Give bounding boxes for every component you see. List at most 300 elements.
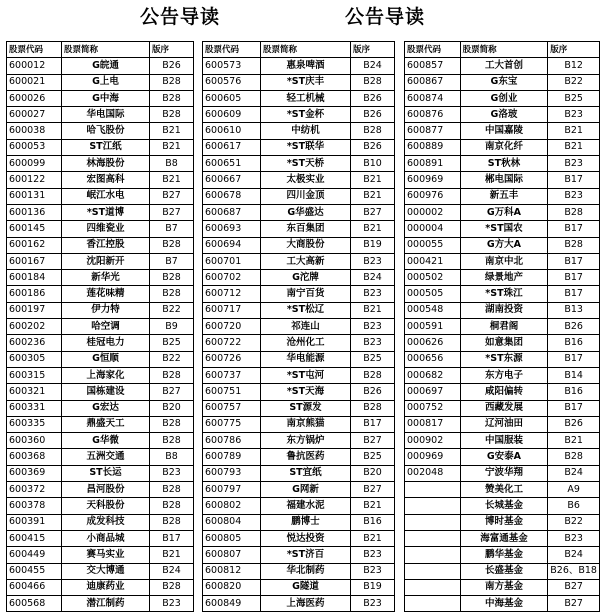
page-seq-cell: B16 [548,335,600,351]
table-row [405,172,600,188]
stock-name-cell: G华微 [62,433,150,449]
stock-code-cell: 600236 [7,335,62,351]
stock-code-cell: 600820 [203,579,261,595]
table-row [7,270,194,286]
table-row [7,579,194,595]
stock-name-cell: 咸阳偏转 [460,384,548,400]
stock-name-cell: *ST松辽 [261,302,351,318]
stock-name-cell: 莲花味精 [62,286,150,302]
stock-name-cell: 福建水泥 [261,498,351,514]
stock-code-cell: 600805 [203,530,261,546]
page-seq-cell: B28 [150,270,194,286]
table-row [405,351,600,367]
stock-code-cell: 600802 [203,498,261,514]
stock-name-cell: 成发科技 [62,514,150,530]
table-row [203,384,395,400]
page-seq-cell: B8 [150,449,194,465]
table-row [7,237,194,253]
stock-name-cell: G华盛达 [261,204,351,220]
stock-code-cell: 000752 [405,400,461,416]
stock-name-cell: *ST道博 [62,204,150,220]
stock-code-cell [405,482,461,498]
stock-name-cell: G上电 [62,74,150,90]
page-seq-cell: B26、B18 [548,563,600,579]
table-row [405,270,600,286]
stock-name-cell: 中纺机 [261,123,351,139]
stock-name-cell: 宏图高科 [62,172,150,188]
page-seq-cell: B13 [548,302,600,318]
table-row [405,547,600,563]
stock-name-cell: *ST屯河 [261,367,351,383]
table-row [203,563,395,579]
table-row [7,188,194,204]
stock-name-cell: G创业 [460,90,548,106]
stock-code-cell: 000626 [405,335,461,351]
table-row [203,351,395,367]
table-row [203,74,395,90]
page-seq-cell: B28 [150,579,194,595]
table-row [405,367,600,383]
stock-name-cell: G方大A [460,237,548,253]
stock-code-cell: 600568 [7,596,62,612]
page-seq-cell: B23 [351,286,395,302]
stock-code-cell: 600849 [203,596,261,612]
page-seq-cell: B19 [351,237,395,253]
stock-code-cell: 600131 [7,188,62,204]
page-seq-cell: B17 [150,530,194,546]
table-row [203,139,395,155]
page-seq-cell: B28 [150,498,194,514]
stock-code-cell [405,498,461,514]
stock-code-cell: 600184 [7,270,62,286]
stock-name-cell: 绿景地产 [460,270,548,286]
page-seq-cell: B28 [150,286,194,302]
stock-code-cell: 600466 [7,579,62,595]
stock-code-cell: 600667 [203,172,261,188]
stock-code-cell: 600202 [7,319,62,335]
page-seq-cell: B17 [548,351,600,367]
page-seq-cell: B27 [351,433,395,449]
stock-name-cell: G隧道 [261,579,351,595]
stock-code-cell: 600712 [203,286,261,302]
table-row [7,367,194,383]
stock-name-cell: 中海基金 [460,596,548,612]
page-seq-cell: B25 [351,449,395,465]
stock-code-cell: 000004 [405,221,461,237]
table-row [7,433,194,449]
table-row [203,270,395,286]
page-seq-cell: B23 [150,596,194,612]
table-row [203,107,395,123]
page-seq-cell: B12 [548,58,600,74]
stock-code-cell: 600678 [203,188,261,204]
stock-name-cell: 南宁百货 [261,286,351,302]
stock-name-cell: 悦达投资 [261,530,351,546]
stock-name-cell: G洛玻 [460,107,548,123]
stock-name-cell: 海富通基金 [460,530,548,546]
table-row [405,498,600,514]
stock-code-cell: 600605 [203,90,261,106]
page-seq-cell: B10 [351,156,395,172]
table-row [7,547,194,563]
table-row [203,449,395,465]
page-seq-cell: B23 [351,563,395,579]
stock-code-cell: 600793 [203,465,261,481]
stock-name-cell: 鹏博士 [261,514,351,530]
stock-code-cell: 600372 [7,482,62,498]
table-row [203,319,395,335]
table-row [7,204,194,220]
page-seq-cell: B21 [548,433,600,449]
stock-code-cell: 600701 [203,253,261,269]
stock-code-cell: 000055 [405,237,461,253]
table-row [203,58,395,74]
table-row [7,302,194,318]
page-seq-cell: B26 [548,319,600,335]
stock-code-cell: 600867 [405,74,461,90]
table-row [7,58,194,74]
stock-name-cell: 哈飞股份 [62,123,150,139]
stock-name-cell: 五洲交通 [62,449,150,465]
stock-name-cell: 鼎盛天工 [62,416,150,432]
stock-code-cell: 600122 [7,172,62,188]
page-seq-cell: B23 [351,319,395,335]
stock-code-cell: 600136 [7,204,62,220]
header-stock-code: 股票代码 [203,42,261,58]
table-row [203,90,395,106]
page-seq-cell: B23 [351,596,395,612]
header-stock-name: 股票简称 [261,42,351,58]
stock-code-cell: 600874 [405,90,461,106]
page-seq-cell: B16 [548,384,600,400]
stock-name-cell: 华电国际 [62,107,150,123]
page-seq-cell: B28 [150,237,194,253]
page-seq-cell: B23 [150,465,194,481]
table-row [7,563,194,579]
stock-code-cell: 002048 [405,465,461,481]
page-seq-cell: B24 [150,563,194,579]
stock-code-cell: 600610 [203,123,261,139]
page-seq-cell: B28 [548,237,600,253]
stock-name-cell: 桐君阁 [460,319,548,335]
stock-name-cell: 郴电国际 [460,172,548,188]
header-stock-name: 股票简称 [62,42,150,58]
stock-name-cell: ST长运 [62,465,150,481]
stock-name-cell: 祁连山 [261,319,351,335]
stock-name-cell: ST秋林 [460,156,548,172]
table-row [7,449,194,465]
table-row [7,335,194,351]
stock-code-cell: 600335 [7,416,62,432]
table-row [405,482,600,498]
stock-code-cell: 600053 [7,139,62,155]
stock-name-cell: 鲁抗医药 [261,449,351,465]
page-seq-cell: B27 [150,384,194,400]
table-row [203,253,395,269]
stock-name-cell: 上海医药 [261,596,351,612]
stock-name-cell: 林海股份 [62,156,150,172]
table-row [7,74,194,90]
announcement-table-3 [404,41,600,612]
table-row [203,286,395,302]
page-seq-cell: B21 [548,139,600,155]
header-page-seq: 版序 [351,42,395,58]
stock-code-cell: 600167 [7,253,62,269]
stock-code-cell: 000505 [405,286,461,302]
page-seq-cell: B17 [548,253,600,269]
stock-name-cell: 辽河油田 [460,416,548,432]
announcement-table-1 [6,41,194,612]
page-seq-cell: B28 [150,367,194,383]
stock-name-cell: G网新 [261,482,351,498]
table-row [405,416,600,432]
stock-name-cell: 小商品城 [62,530,150,546]
page-seq-cell: B8 [150,156,194,172]
stock-code-cell: 600804 [203,514,261,530]
stock-code-cell: 000656 [405,351,461,367]
table-row [7,221,194,237]
page-seq-cell: B24 [351,270,395,286]
stock-name-cell: 工大首创 [460,58,548,74]
stock-code-cell: 600576 [203,74,261,90]
stock-code-cell [405,596,461,612]
stock-code-cell [405,547,461,563]
stock-name-cell: G宏达 [62,400,150,416]
stock-code-cell: 600722 [203,335,261,351]
table-row [405,237,600,253]
stock-name-cell: 长盛基金 [460,563,548,579]
page-seq-cell: B7 [150,221,194,237]
stock-name-cell: *ST天桥 [261,156,351,172]
stock-code-cell: 600807 [203,547,261,563]
stock-name-cell: 岷江水电 [62,188,150,204]
stock-code-cell [405,514,461,530]
page-seq-cell: B26 [548,416,600,432]
stock-name-cell: 南方基金 [460,579,548,595]
page-seq-cell: B21 [150,123,194,139]
stock-code-cell: 600702 [203,270,261,286]
page-seq-cell: B22 [150,302,194,318]
page-seq-cell: B20 [351,465,395,481]
stock-name-cell: 长城基金 [460,498,548,514]
stock-name-cell: 东百集团 [261,221,351,237]
stock-code-cell: 600720 [203,319,261,335]
stock-name-cell: 南京熊猫 [261,416,351,432]
table-row [203,514,395,530]
table-row [405,596,600,612]
page-seq-cell: B9 [150,319,194,335]
announcement-table-2 [202,41,395,612]
page-seq-cell: B28 [150,514,194,530]
table-row [405,204,600,220]
stock-code-cell: 600315 [7,367,62,383]
page-title-left: 公告导读 [140,6,221,28]
stock-code-cell: 600876 [405,107,461,123]
stock-code-cell: 600812 [203,563,261,579]
page-seq-cell: B7 [150,253,194,269]
page-seq-cell: B21 [351,498,395,514]
page-seq-cell: B27 [548,596,600,612]
table-row [405,188,600,204]
stock-code-cell: 600775 [203,416,261,432]
table-row [405,400,600,416]
table-row [203,498,395,514]
header-stock-name: 股票简称 [460,42,548,58]
table-row [405,335,600,351]
page-seq-cell: B27 [150,188,194,204]
table-row [405,221,600,237]
table-row [203,156,395,172]
table-row [7,482,194,498]
stock-code-cell: 600027 [7,107,62,123]
table-row [405,74,600,90]
stock-name-cell: 华北制药 [261,563,351,579]
page-seq-cell: B25 [548,90,600,106]
stock-code-cell: 000502 [405,270,461,286]
page-seq-cell: B21 [150,139,194,155]
table-row [405,139,600,155]
stock-code-cell: 600609 [203,107,261,123]
stock-name-cell: *ST金杯 [261,107,351,123]
page-seq-cell: B26 [150,58,194,74]
page-seq-cell: B23 [351,547,395,563]
page-seq-cell: B20 [150,400,194,416]
table-row [7,465,194,481]
stock-code-cell: 600891 [405,156,461,172]
table-row [405,58,600,74]
stock-name-cell: 沧州化工 [261,335,351,351]
page-seq-cell: B28 [351,367,395,383]
stock-code-cell: 600789 [203,449,261,465]
stock-code-cell: 600360 [7,433,62,449]
page-seq-cell: B23 [548,107,600,123]
page-seq-cell: B23 [548,530,600,546]
stock-name-cell: *ST济百 [261,547,351,563]
page-seq-cell: B28 [548,449,600,465]
stock-code-cell: 600687 [203,204,261,220]
page-title-right: 公告导读 [345,6,426,28]
page-seq-cell: B28 [548,204,600,220]
stock-name-cell: G沱牌 [261,270,351,286]
header-page-seq: 版序 [548,42,600,58]
table-row [7,596,194,612]
page-seq-cell: B28 [351,400,395,416]
stock-code-cell: 600378 [7,498,62,514]
stock-name-cell: 新五丰 [460,188,548,204]
page-seq-cell: B16 [351,514,395,530]
table-row [203,172,395,188]
stock-code-cell: 600331 [7,400,62,416]
stock-code-cell: 600737 [203,367,261,383]
stock-name-cell: 南京中北 [460,253,548,269]
stock-name-cell: 如意集团 [460,335,548,351]
page-seq-cell: B26 [351,90,395,106]
table-row [7,384,194,400]
stock-name-cell: G皖通 [62,58,150,74]
stock-name-cell: *ST天海 [261,384,351,400]
table-row [203,416,395,432]
stock-name-cell: G安泰A [460,449,548,465]
stock-code-cell: 600162 [7,237,62,253]
stock-name-cell: 博时基金 [460,514,548,530]
page-seq-cell: B21 [150,172,194,188]
stock-name-cell: 上海家化 [62,367,150,383]
table-row [203,188,395,204]
page-seq-cell: B25 [150,335,194,351]
page-seq-cell: B14 [548,367,600,383]
stock-code-cell: 600186 [7,286,62,302]
page-seq-cell: B28 [150,74,194,90]
table-row [203,596,395,612]
stock-name-cell: *ST东源 [460,351,548,367]
table-row [7,400,194,416]
table-row [203,204,395,220]
stock-code-cell [405,530,461,546]
stock-code-cell: 600877 [405,123,461,139]
page-seq-cell: B22 [548,514,600,530]
stock-code-cell [405,579,461,595]
page-seq-cell: B21 [351,530,395,546]
stock-name-cell: G东宝 [460,74,548,90]
table-row [405,107,600,123]
stock-name-cell: *ST庆丰 [261,74,351,90]
table-row [405,579,600,595]
table-row [203,482,395,498]
page-seq-cell: B17 [351,416,395,432]
stock-name-cell: 太极实业 [261,172,351,188]
stock-name-cell: 惠泉啤酒 [261,58,351,74]
page-seq-cell: B17 [548,221,600,237]
page-seq-cell: B24 [548,547,600,563]
header-page-seq: 版序 [150,42,194,58]
page-seq-cell: B23 [351,253,395,269]
page-seq-cell: B28 [150,90,194,106]
table-row [7,286,194,302]
table-row [203,400,395,416]
page-seq-cell: B21 [351,188,395,204]
table-row [7,107,194,123]
stock-code-cell: 000591 [405,319,461,335]
stock-code-cell: 000902 [405,433,461,449]
table-row [203,433,395,449]
stock-name-cell: 赛马实业 [62,547,150,563]
stock-code-cell: 600145 [7,221,62,237]
page-seq-cell: B28 [150,433,194,449]
page-seq-cell: B23 [351,335,395,351]
table-row [405,319,600,335]
stock-name-cell: 东方锅炉 [261,433,351,449]
table-row [203,123,395,139]
table-row [405,449,600,465]
page-seq-cell: B28 [150,482,194,498]
stock-code-cell: 600455 [7,563,62,579]
stock-code-cell: 600197 [7,302,62,318]
table-row [7,416,194,432]
table-row [405,384,600,400]
stock-code-cell: 000969 [405,449,461,465]
table-row [203,302,395,318]
table-row [7,514,194,530]
stock-code-cell: 000421 [405,253,461,269]
page-seq-cell: B23 [548,156,600,172]
stock-name-cell: *ST珠江 [460,286,548,302]
stock-name-cell: G恒顺 [62,351,150,367]
table-row [405,286,600,302]
page-seq-cell: B22 [548,74,600,90]
stock-code-cell: 600026 [7,90,62,106]
stock-code-cell: 600449 [7,547,62,563]
page-seq-cell: B24 [351,58,395,74]
